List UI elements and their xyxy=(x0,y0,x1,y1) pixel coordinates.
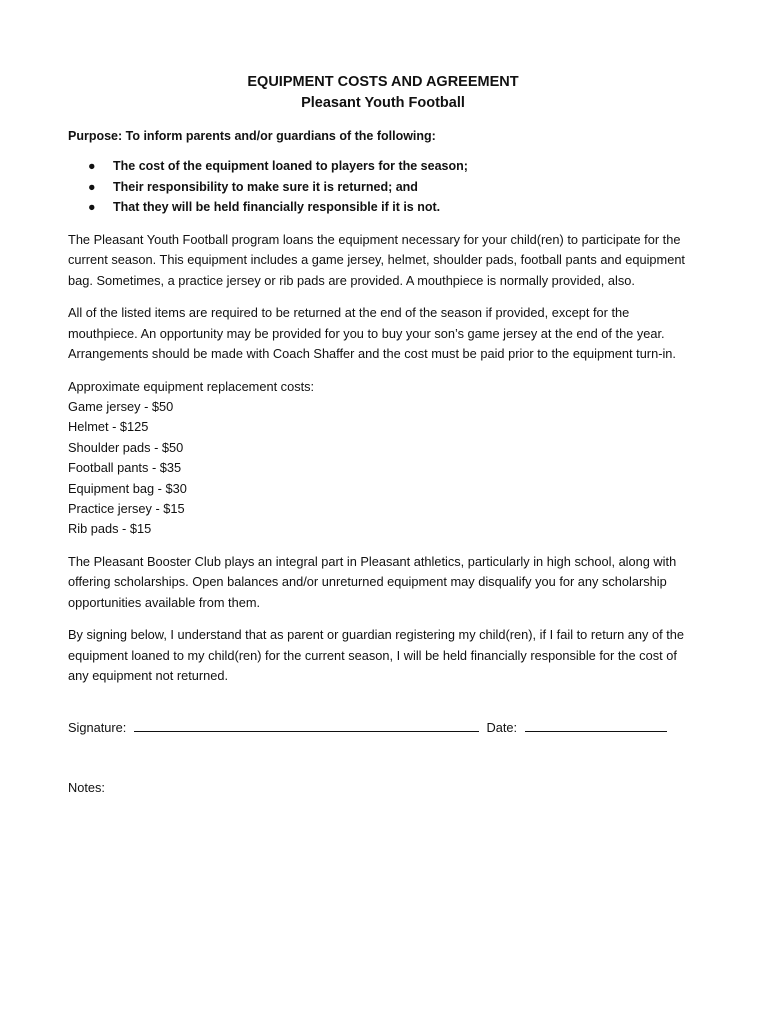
document-page xyxy=(68,72,698,798)
bullet-text: The cost of the equipment loaned to players for the season; xyxy=(113,159,468,173)
cost-item: Practice jersey - $15 xyxy=(68,500,185,516)
replacement-costs-list xyxy=(68,377,698,540)
booster-paragraph: The Pleasant Booster Club plays an integral part in Pleasant athletics, particularly in high school, along with offering scholarships. Open balances and/or unreturned equipment may disqualify you for any scholarship opportunities available from them. xyxy=(68,553,677,610)
agreement-paragraph: By signing below, I understand that as parent or guardian registering my child(ren), if I fail to return any of the equipment loaned to my child(ren) for the current season, I will be held financially responsible for the cost of any equipment not returned. xyxy=(68,627,685,684)
notes-label: Notes: xyxy=(68,779,105,795)
cost-item: Helmet - $125 xyxy=(68,419,149,435)
signature-field[interactable] xyxy=(134,717,479,732)
bullet-icon: ● xyxy=(88,179,96,194)
bullet-item xyxy=(68,177,698,198)
cost-item: Equipment bag - $30 xyxy=(68,480,187,496)
cost-item: Game jersey - $50 xyxy=(68,398,174,414)
document-subtitle: Pleasant Youth Football xyxy=(301,95,465,111)
costs-heading: Approximate equipment replacement costs: xyxy=(68,378,315,394)
signature-row xyxy=(68,717,698,738)
bullet-text: That they will be held financially responsible if it is not. xyxy=(113,200,441,214)
cost-item: Football pants - $35 xyxy=(68,460,182,476)
purpose-statement: Purpose: To inform parents and/or guardians of the following: xyxy=(68,129,436,143)
date-field[interactable] xyxy=(525,717,667,732)
bullet-item xyxy=(68,156,698,177)
purpose-bullet-list xyxy=(68,156,698,218)
cost-item: Shoulder pads - $50 xyxy=(68,439,184,455)
bullet-icon: ● xyxy=(88,159,96,173)
bullet-text: Their responsibility to make sure it is returned; and xyxy=(113,179,418,194)
cost-item: Rib pads - $15 xyxy=(68,521,152,537)
program-paragraph: The Pleasant Youth Football program loans the equipment necessary for your child(ren) to participate for the current season. This equipment includes a game jersey, helmet, shoulder pads, football pants and equipment bag. Sometimes, a practice jersey or rib pads are provided. A mouthpiece is normally provided, also. xyxy=(68,231,685,288)
return-paragraph: All of the listed items are required to be returned at the end of the season if provided, except for the mouthpiece. An opportunity may be provided for you to buy your son’s game jersey at the end of the year. Arrangements should be made with Coach Shaffer and the cost must be paid prior to the equipment turn-in. xyxy=(68,305,676,361)
document-title: EQUIPMENT COSTS AND AGREEMENT xyxy=(247,74,519,90)
date-label: Date: xyxy=(486,719,518,735)
bullet-item xyxy=(68,197,698,218)
bullet-icon: ● xyxy=(88,200,96,214)
signature-label: Signature: xyxy=(68,719,127,735)
